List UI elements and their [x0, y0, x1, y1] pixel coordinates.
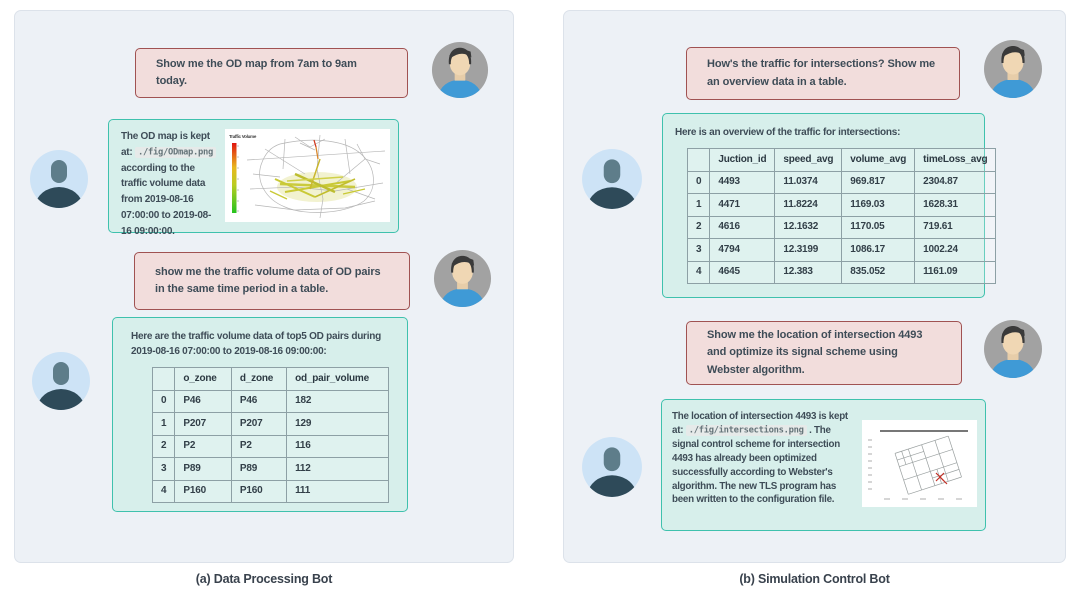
- col-index: [688, 149, 710, 172]
- col-volume-avg: volume_avg: [842, 149, 915, 172]
- table-row: 2 4616 12.1632 1170.05 719.61: [688, 216, 996, 239]
- figure-caption-a: (a) Data Processing Bot: [195, 572, 333, 586]
- table-row: 3 P89 P89 112: [153, 458, 389, 481]
- panel-simulation-control-bot: [563, 10, 1066, 563]
- table-row: 1 P207 P207 129: [153, 413, 389, 436]
- user-avatar: [431, 41, 489, 99]
- bot-message-text: [672, 410, 854, 507]
- table-row: 3 4794 12.3199 1086.17 1002.24: [688, 239, 996, 262]
- user-message-bubble: [135, 48, 408, 98]
- od-pairs-table: [152, 367, 389, 503]
- user-message-text: Show me the OD map from 7am to 9am today.: [156, 57, 357, 87]
- table-row: 0 4493 11.0374 969.817 2304.87: [688, 171, 996, 194]
- user-message-text: Show me the location of intersection 4493 and optimize its signal scheme using Webster algorithm.: [707, 329, 923, 376]
- bot-silhouette-icon: [29, 149, 89, 209]
- bot-silhouette-icon: [31, 351, 91, 411]
- user-avatar: [983, 319, 1043, 379]
- col-speed-avg: speed_avg: [775, 149, 842, 172]
- bot-silhouette-icon: [581, 148, 643, 210]
- bot-avatar: [31, 351, 91, 411]
- table-row: 4 P160 P160 111: [153, 480, 389, 503]
- bot-message-bubble: [108, 119, 399, 237]
- col-o-zone: o_zone: [175, 368, 232, 391]
- col-timeloss-avg: timeLoss_avg: [915, 149, 996, 172]
- bot-text-before: The OD map is kept at:: [121, 131, 210, 158]
- col-index: [153, 368, 175, 391]
- bot-message-bubble: [661, 399, 986, 531]
- bot-message-text: Here are the traffic volume data of top5 OD pairs during 2019-08-16 07:00:00 to 2019-08-16 09:00:00:: [131, 331, 381, 357]
- person-icon: [983, 39, 1043, 99]
- figure-caption-b: (b) Simulation Control Bot: [739, 572, 890, 586]
- bot-avatar: [29, 149, 89, 209]
- col-od-pair-volume: od_pair_volume: [287, 368, 389, 391]
- od-map-image: [225, 129, 390, 222]
- bot-text-before: The location of intersection 4493 is kept at:: [672, 411, 848, 436]
- bot-message-text: [121, 129, 221, 240]
- user-message-bubble: [686, 47, 960, 100]
- bot-message-bubble: [662, 113, 988, 298]
- bot-message-text: Here is an overview of the traffic for intersections:: [675, 127, 901, 138]
- table-row: 0 P46 P46 182: [153, 390, 389, 413]
- col-juction-id: Juction_id: [710, 149, 775, 172]
- bot-message-bubble: [112, 317, 408, 512]
- file-path-code: ./fig/ODmap.png: [135, 147, 216, 158]
- table-header-row: [688, 149, 996, 172]
- person-icon: [431, 41, 489, 99]
- bot-silhouette-icon: [581, 436, 643, 498]
- user-message-text: How's the traffic for intersections? Show me an overview data in a table.: [707, 58, 936, 88]
- person-icon: [433, 249, 492, 308]
- table-header-row: [153, 368, 389, 391]
- person-icon: [983, 319, 1043, 379]
- user-message-text: show me the traffic volume data of OD pairs in the same time period in a table.: [155, 265, 381, 295]
- table-row: 2 P2 P2 116: [153, 435, 389, 458]
- panel-data-processing-bot: [14, 10, 514, 563]
- bot-avatar: [581, 148, 643, 210]
- table-row: 4 4645 12.383 835.052 1161.09: [688, 261, 996, 284]
- colorbar-title: Traffic Volume: [229, 134, 257, 139]
- user-avatar: [983, 39, 1043, 99]
- table-row: 1 4471 11.8224 1169.03 1628.31: [688, 194, 996, 217]
- col-d-zone: d_zone: [231, 368, 286, 391]
- user-avatar: [433, 249, 492, 308]
- bot-avatar: [581, 436, 643, 498]
- user-message-bubble: [134, 252, 410, 310]
- bot-text-after: . The signal control scheme for intersection 4493 has already been optimized successfully according to Webster's algorithm. The new TLS program has been written to the configuration file.: [672, 424, 840, 506]
- intersections-map-image: [862, 420, 977, 507]
- bot-text-after: according to the traffic volume data from 2019-08-16 07:00:00 to 2019-08-16 09:00:00.: [121, 162, 212, 237]
- user-message-bubble: [686, 321, 962, 385]
- intersections-table: [687, 148, 996, 284]
- file-path-code: ./fig/intersections.png: [686, 425, 807, 436]
